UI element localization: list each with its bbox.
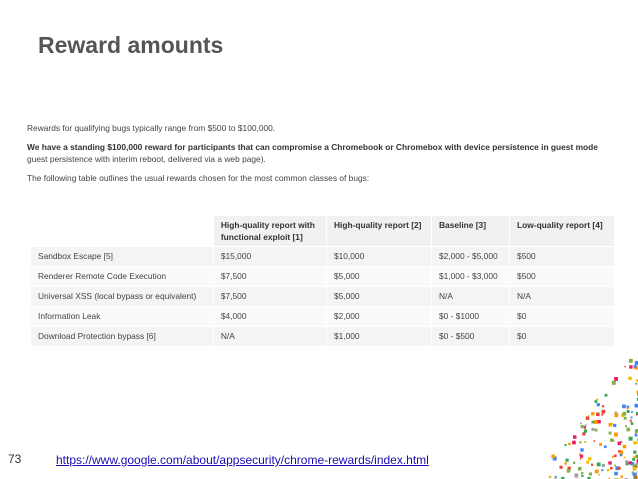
confetti-piece — [578, 467, 582, 471]
confetti-piece — [580, 423, 582, 425]
confetti-piece — [604, 445, 607, 448]
confetti-piece — [573, 435, 577, 439]
confetti-piece — [622, 405, 626, 409]
confetti-piece — [580, 448, 583, 451]
confetti-piece — [591, 464, 593, 466]
confetti-piece — [614, 455, 617, 458]
confetti-piece — [567, 469, 571, 473]
table-cell: Download Protection bypass [6] — [31, 327, 214, 347]
confetti-piece — [635, 432, 637, 434]
confetti-piece — [628, 377, 632, 381]
confetti-piece — [595, 400, 598, 403]
table-cell: $1,000 - $3,000 — [431, 267, 509, 287]
confetti-piece — [560, 466, 563, 469]
confetti-piece — [635, 464, 637, 466]
confetti-piece — [599, 443, 602, 446]
standing-reward-rest: guest persistence with interim reboot, delivered via a web page). — [27, 154, 266, 164]
confetti-piece — [551, 455, 554, 458]
standing-reward-bold: We have a standing $100,000 reward for participants that can compromise a Chromebook or Chromebox with device persistence in guest mode — [27, 142, 598, 152]
confetti-piece — [596, 413, 600, 417]
table-row — [31, 247, 615, 267]
confetti-piece — [635, 434, 638, 437]
table-header-cell: Baseline [3] — [431, 216, 509, 247]
confetti-piece — [584, 441, 586, 443]
table-row — [31, 267, 615, 287]
rewards-table — [30, 215, 615, 347]
confetti-piece — [602, 410, 606, 414]
table-cell: N/A — [510, 287, 615, 307]
confetti-piece — [633, 451, 636, 454]
confetti-piece — [586, 461, 589, 464]
confetti-piece — [627, 407, 629, 409]
confetti-piece — [629, 437, 633, 441]
confetti-piece — [581, 425, 584, 428]
table-cell: $7,500 — [213, 267, 326, 287]
confetti-piece — [595, 429, 598, 432]
table-cell: $500 — [510, 247, 615, 267]
confetti-piece — [591, 412, 594, 415]
table-cell: $2,000 — [326, 307, 431, 327]
confetti-piece — [629, 365, 632, 368]
confetti-piece — [597, 463, 601, 467]
confetti-piece — [633, 441, 636, 444]
table-cell: Renderer Remote Code Execution — [31, 267, 214, 287]
table-cell: $0 — [510, 307, 615, 327]
confetti-piece — [555, 476, 557, 478]
confetti-piece — [597, 403, 600, 406]
reward-description — [27, 122, 623, 191]
table-cell: $7,500 — [213, 287, 326, 307]
table-row — [31, 287, 615, 307]
confetti-piece — [618, 442, 622, 446]
confetti-piece — [620, 454, 623, 457]
confetti-piece — [618, 467, 621, 470]
standing-reward-text — [27, 141, 623, 165]
confetti-piece — [610, 467, 613, 470]
table-cell: Information Leak — [31, 307, 214, 327]
table-header-row — [31, 216, 615, 247]
confetti-piece — [588, 457, 591, 460]
confetti-piece — [588, 415, 590, 417]
confetti-piece — [624, 417, 627, 420]
reward-range-text: Rewards for qualifying bugs typically range from $500 to $100,000. — [27, 123, 276, 133]
table-cell: $0 - $500 — [431, 327, 509, 347]
source-link[interactable]: https://www.google.com/about/appsecurity/chrome-rewards/index.html — [56, 453, 429, 467]
confetti-piece — [594, 440, 596, 442]
confetti-piece — [572, 441, 576, 445]
table-cell: Sandbox Escape [5] — [31, 247, 214, 267]
confetti-piece — [634, 473, 637, 476]
confetti-piece — [601, 469, 603, 471]
confetti-piece — [591, 428, 594, 431]
confetti-piece — [625, 460, 628, 463]
confetti-piece — [608, 461, 611, 464]
confetti-piece — [595, 470, 599, 474]
confetti-piece — [607, 469, 610, 472]
confetti-piece — [632, 458, 635, 461]
confetti-piece — [581, 475, 583, 477]
confetti-piece — [631, 422, 634, 425]
confetti-piece — [610, 439, 613, 442]
confetti-piece — [623, 445, 627, 449]
confetti-piece — [594, 420, 598, 424]
confetti-piece — [580, 458, 582, 460]
slide-title: Reward amounts — [38, 32, 224, 58]
table-header-cell — [31, 216, 214, 247]
confetti-piece — [621, 475, 623, 477]
confetti-piece — [602, 405, 604, 407]
confetti-piece — [633, 467, 637, 471]
table-cell: Universal XSS (local bypass or equivalent) — [31, 287, 214, 307]
confetti-piece — [566, 459, 569, 462]
confetti-piece — [597, 420, 600, 423]
confetti-piece — [581, 472, 583, 474]
table-row — [31, 327, 615, 347]
confetti-piece — [618, 450, 621, 453]
confetti-piece — [624, 457, 626, 459]
confetti-piece — [614, 377, 618, 381]
confetti-piece — [635, 404, 638, 408]
confetti-piece — [568, 443, 570, 445]
confetti-piece — [613, 424, 616, 427]
slide-number: 73 — [8, 452, 22, 466]
table-intro-text: The following table outlines the usual rewards chosen for the most common classes of bugs: — [27, 173, 370, 183]
confetti-piece — [612, 456, 614, 458]
confetti-piece — [579, 441, 581, 443]
confetti-piece — [612, 381, 616, 385]
confetti-piece — [584, 425, 586, 427]
confetti-piece — [611, 423, 613, 425]
confetti-piece — [573, 462, 575, 464]
table-cell: $4,000 — [213, 307, 326, 327]
confetti-piece — [630, 420, 632, 422]
confetti-piece — [574, 474, 578, 478]
confetti-piece — [624, 366, 626, 368]
table-cell: $500 — [510, 267, 615, 287]
table-header-cell: Low-quality report [4] — [510, 216, 615, 247]
confetti-decoration — [548, 352, 638, 479]
confetti-piece — [589, 472, 592, 475]
table-cell: $0 - $1000 — [431, 307, 509, 327]
confetti-piece — [631, 417, 633, 419]
table-cell: $1,000 — [326, 327, 431, 347]
confetti-piece — [592, 421, 594, 423]
confetti-piece — [580, 455, 583, 458]
confetti-piece — [629, 461, 632, 464]
table-row — [31, 307, 615, 327]
confetti-piece — [601, 414, 603, 416]
table-cell: $0 — [510, 327, 615, 347]
table-header-cell: High-quality report with functional exploit [1] — [213, 216, 326, 247]
confetti-piece — [564, 462, 566, 464]
confetti-piece — [635, 383, 637, 385]
confetti-piece — [596, 399, 598, 401]
confetti-piece — [602, 464, 605, 467]
confetti-piece — [631, 411, 633, 413]
table-cell: $10,000 — [326, 247, 431, 267]
confetti-piece — [634, 365, 637, 368]
confetti-piece — [586, 416, 590, 420]
confetti-piece — [609, 432, 612, 435]
confetti-piece — [584, 429, 587, 432]
confetti-piece — [605, 394, 608, 397]
confetti-piece — [599, 474, 601, 476]
table-cell: $5,000 — [326, 287, 431, 307]
table-cell: $15,000 — [213, 247, 326, 267]
confetti-piece — [549, 476, 552, 479]
confetti-piece — [617, 413, 619, 415]
table-cell: $2,000 - $5,000 — [431, 247, 509, 267]
table-cell: $5,000 — [326, 267, 431, 287]
confetti-piece — [614, 465, 616, 467]
confetti-piece — [623, 412, 627, 416]
confetti-piece — [582, 432, 585, 435]
confetti-piece — [584, 426, 586, 428]
table-cell: N/A — [431, 287, 509, 307]
confetti-piece — [627, 410, 630, 413]
confetti-piece — [614, 433, 618, 437]
confetti-piece — [564, 444, 566, 446]
confetti-piece — [627, 428, 631, 432]
table-header-cell: High-quality report [2] — [326, 216, 431, 247]
confetti-piece — [625, 425, 627, 427]
confetti-piece — [629, 359, 633, 363]
confetti-piece — [614, 472, 618, 476]
table-cell: N/A — [213, 327, 326, 347]
